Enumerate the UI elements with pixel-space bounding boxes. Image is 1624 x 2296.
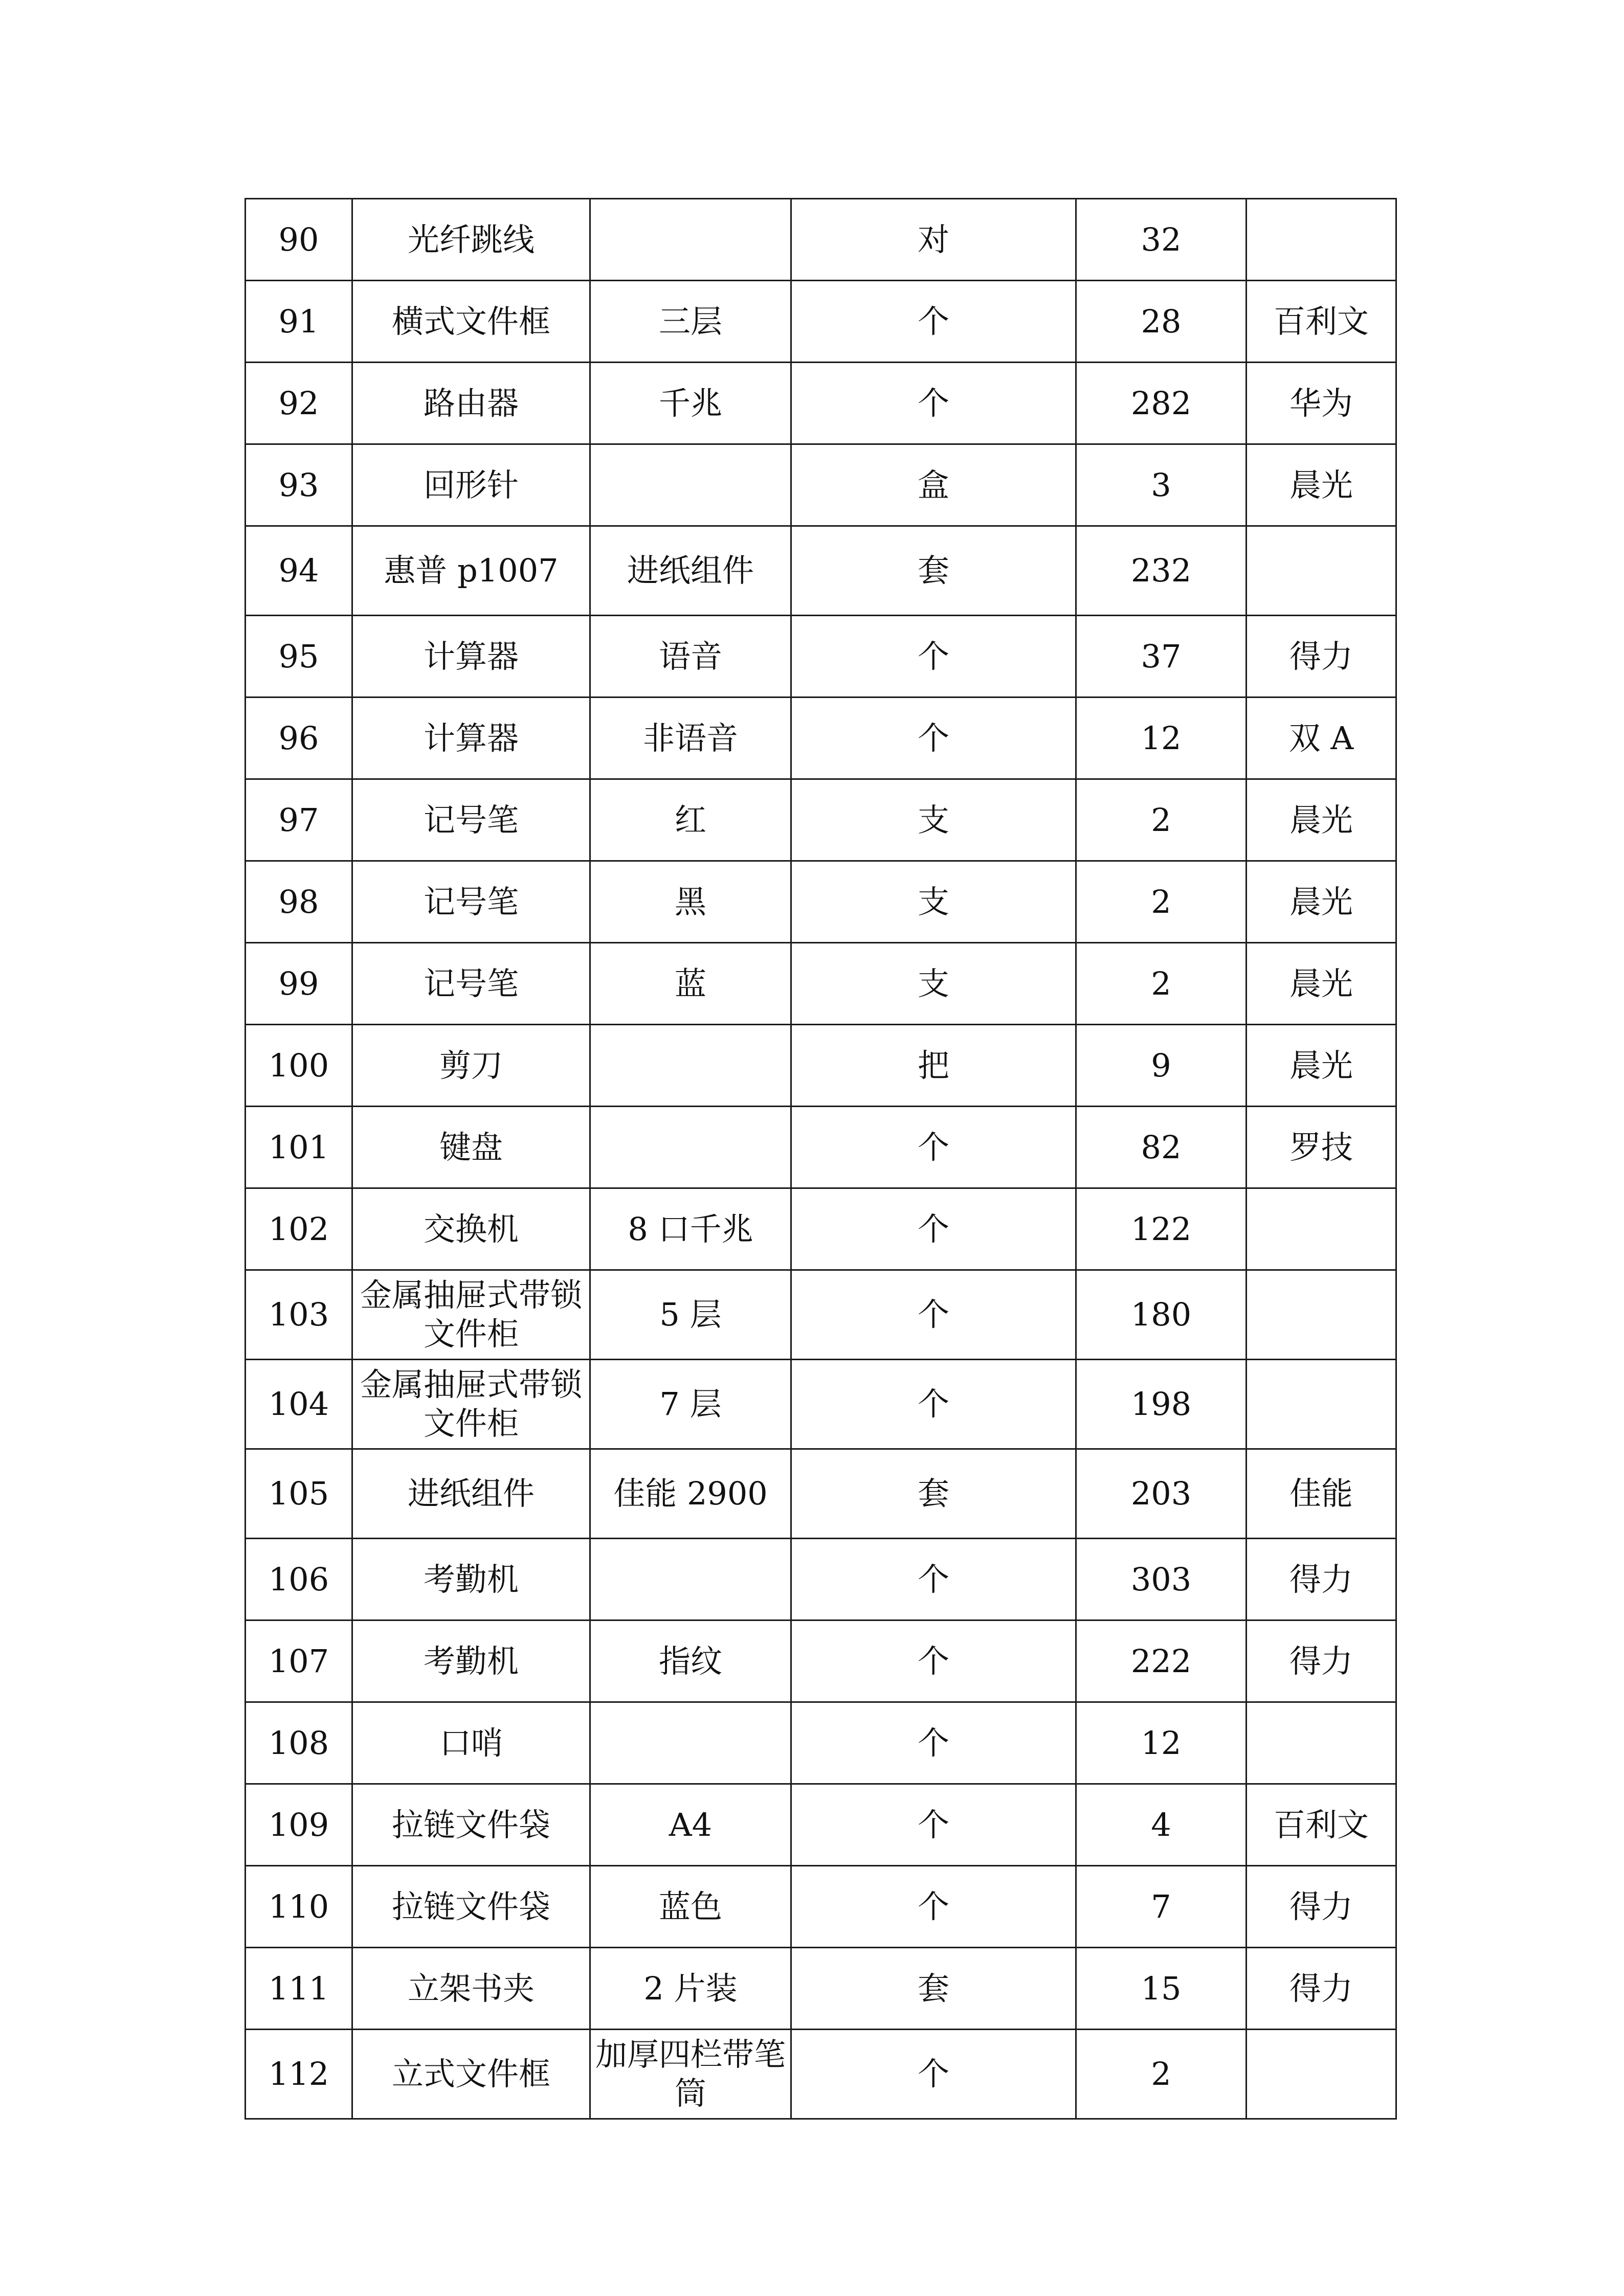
item-number-cell: 102: [246, 1188, 352, 1270]
item-quantity-cell: 2: [1076, 779, 1247, 861]
item-name-cell: 键盘: [352, 1107, 590, 1188]
item-spec-cell: 5 层: [590, 1270, 791, 1360]
item-unit-cell: 盒: [791, 444, 1076, 526]
item-brand-cell: [1247, 1188, 1396, 1270]
item-unit-cell: 个: [791, 1360, 1076, 1449]
item-name-cell: 拉链文件袋: [352, 1866, 590, 1948]
item-brand-cell: [1247, 1702, 1396, 1784]
item-brand-cell: 得力: [1247, 1948, 1396, 2030]
item-quantity-cell: 3: [1076, 444, 1247, 526]
table-row: [246, 1270, 1396, 1360]
item-quantity-cell: 303: [1076, 1539, 1247, 1620]
item-spec-cell: 黑: [590, 861, 791, 943]
item-spec-cell: 千兆: [590, 363, 791, 444]
item-name-cell: 交换机: [352, 1188, 590, 1270]
item-spec-cell: [590, 1107, 791, 1188]
item-brand-cell: 百利文: [1247, 1784, 1396, 1866]
item-number-cell: 106: [246, 1539, 352, 1620]
item-quantity-cell: 37: [1076, 616, 1247, 697]
item-number-cell: 97: [246, 779, 352, 861]
item-unit-cell: 个: [791, 2030, 1076, 2119]
item-unit-cell: 个: [791, 1620, 1076, 1702]
item-number-cell: 90: [246, 199, 352, 281]
item-quantity-cell: 282: [1076, 363, 1247, 444]
table-row: [246, 1360, 1396, 1449]
item-spec-cell: 指纹: [590, 1620, 791, 1702]
item-number-cell: 92: [246, 363, 352, 444]
table-row: [246, 1620, 1396, 1702]
item-number-cell: 104: [246, 1360, 352, 1449]
table-row: [246, 1948, 1396, 2030]
item-name-cell: 金属抽屉式带锁文件柜: [352, 1270, 590, 1360]
item-quantity-cell: 28: [1076, 281, 1247, 363]
item-spec-cell: A4: [590, 1784, 791, 1866]
item-quantity-cell: 180: [1076, 1270, 1247, 1360]
item-brand-cell: 晨光: [1247, 1025, 1396, 1107]
item-brand-cell: 晨光: [1247, 861, 1396, 943]
table-row: [246, 1539, 1396, 1620]
item-unit-cell: 个: [791, 1866, 1076, 1948]
item-quantity-cell: 203: [1076, 1449, 1247, 1539]
item-unit-cell: 个: [791, 1784, 1076, 1866]
table-row: [246, 363, 1396, 444]
item-name-cell: 光纤跳线: [352, 199, 590, 281]
item-brand-cell: 佳能: [1247, 1449, 1396, 1539]
item-spec-cell: 语音: [590, 616, 791, 697]
item-spec-cell: [590, 1702, 791, 1784]
item-unit-cell: 个: [791, 697, 1076, 779]
item-brand-cell: 罗技: [1247, 1107, 1396, 1188]
item-number-cell: 95: [246, 616, 352, 697]
item-spec-cell: 加厚四栏带笔筒: [590, 2030, 791, 2119]
item-unit-cell: 把: [791, 1025, 1076, 1107]
item-unit-cell: 支: [791, 779, 1076, 861]
item-brand-cell: 晨光: [1247, 444, 1396, 526]
item-number-cell: 101: [246, 1107, 352, 1188]
item-quantity-cell: 2: [1076, 861, 1247, 943]
table-row: [246, 281, 1396, 363]
item-number-cell: 91: [246, 281, 352, 363]
item-name-cell: 考勤机: [352, 1620, 590, 1702]
item-name-cell: 立式文件框: [352, 2030, 590, 2119]
item-quantity-cell: 2: [1076, 2030, 1247, 2119]
item-unit-cell: 支: [791, 943, 1076, 1025]
item-spec-cell: 2 片装: [590, 1948, 791, 2030]
item-number-cell: 107: [246, 1620, 352, 1702]
item-unit-cell: 个: [791, 1188, 1076, 1270]
item-brand-cell: [1247, 1360, 1396, 1449]
item-unit-cell: 套: [791, 1948, 1076, 2030]
item-quantity-cell: 15: [1076, 1948, 1247, 2030]
item-brand-cell: 华为: [1247, 363, 1396, 444]
item-quantity-cell: 2: [1076, 943, 1247, 1025]
item-name-cell: 口哨: [352, 1702, 590, 1784]
item-number-cell: 103: [246, 1270, 352, 1360]
item-quantity-cell: 12: [1076, 697, 1247, 779]
item-unit-cell: 套: [791, 1449, 1076, 1539]
item-unit-cell: 对: [791, 199, 1076, 281]
item-unit-cell: 个: [791, 1539, 1076, 1620]
item-spec-cell: [590, 1539, 791, 1620]
item-brand-cell: [1247, 199, 1396, 281]
item-number-cell: 109: [246, 1784, 352, 1866]
item-spec-cell: 佳能 2900: [590, 1449, 791, 1539]
item-number-cell: 112: [246, 2030, 352, 2119]
table-row: [246, 1866, 1396, 1948]
table-row: [246, 1449, 1396, 1539]
item-brand-cell: 晨光: [1247, 779, 1396, 861]
table-row: [246, 1188, 1396, 1270]
table-row: [246, 861, 1396, 943]
item-name-cell: 记号笔: [352, 943, 590, 1025]
item-spec-cell: [590, 1025, 791, 1107]
item-spec-cell: 7 层: [590, 1360, 791, 1449]
item-name-cell: 回形针: [352, 444, 590, 526]
item-brand-cell: 百利文: [1247, 281, 1396, 363]
item-number-cell: 94: [246, 526, 352, 616]
inventory-table: [244, 198, 1397, 2120]
item-name-cell: 横式文件框: [352, 281, 590, 363]
item-number-cell: 105: [246, 1449, 352, 1539]
item-brand-cell: 得力: [1247, 1620, 1396, 1702]
item-quantity-cell: 32: [1076, 199, 1247, 281]
item-number-cell: 110: [246, 1866, 352, 1948]
table-row: [246, 779, 1396, 861]
item-unit-cell: 支: [791, 861, 1076, 943]
table-row: [246, 616, 1396, 697]
item-brand-cell: [1247, 1270, 1396, 1360]
table-row: [246, 1702, 1396, 1784]
item-spec-cell: 三层: [590, 281, 791, 363]
item-number-cell: 93: [246, 444, 352, 526]
item-name-cell: 路由器: [352, 363, 590, 444]
item-number-cell: 98: [246, 861, 352, 943]
item-spec-cell: 进纸组件: [590, 526, 791, 616]
item-spec-cell: 蓝: [590, 943, 791, 1025]
table-row: [246, 1784, 1396, 1866]
item-brand-cell: [1247, 526, 1396, 616]
item-number-cell: 99: [246, 943, 352, 1025]
item-quantity-cell: 9: [1076, 1025, 1247, 1107]
item-name-cell: 计算器: [352, 697, 590, 779]
item-spec-cell: 非语音: [590, 697, 791, 779]
table-row: [246, 1025, 1396, 1107]
table-row: [246, 1107, 1396, 1188]
table-row: [246, 199, 1396, 281]
item-name-cell: 拉链文件袋: [352, 1784, 590, 1866]
item-number-cell: 96: [246, 697, 352, 779]
table-row: [246, 526, 1396, 616]
item-spec-cell: 蓝色: [590, 1866, 791, 1948]
item-name-cell: 剪刀: [352, 1025, 590, 1107]
item-brand-cell: 得力: [1247, 616, 1396, 697]
item-name-cell: 考勤机: [352, 1539, 590, 1620]
item-quantity-cell: 232: [1076, 526, 1247, 616]
item-unit-cell: 个: [791, 616, 1076, 697]
item-name-cell: 金属抽屉式带锁文件柜: [352, 1360, 590, 1449]
item-name-cell: 计算器: [352, 616, 590, 697]
item-quantity-cell: 82: [1076, 1107, 1247, 1188]
item-name-cell: 记号笔: [352, 861, 590, 943]
item-spec-cell: 8 口千兆: [590, 1188, 791, 1270]
item-number-cell: 111: [246, 1948, 352, 2030]
table-row: [246, 697, 1396, 779]
item-unit-cell: 个: [791, 1270, 1076, 1360]
item-quantity-cell: 122: [1076, 1188, 1247, 1270]
item-brand-cell: 得力: [1247, 1866, 1396, 1948]
item-unit-cell: 个: [791, 1702, 1076, 1784]
item-unit-cell: 套: [791, 526, 1076, 616]
item-quantity-cell: 12: [1076, 1702, 1247, 1784]
item-spec-cell: [590, 199, 791, 281]
item-quantity-cell: 222: [1076, 1620, 1247, 1702]
table-body: [246, 199, 1396, 2119]
item-quantity-cell: 7: [1076, 1866, 1247, 1948]
item-brand-cell: 得力: [1247, 1539, 1396, 1620]
item-number-cell: 100: [246, 1025, 352, 1107]
item-unit-cell: 个: [791, 281, 1076, 363]
item-quantity-cell: 198: [1076, 1360, 1247, 1449]
table-row: [246, 2030, 1396, 2119]
item-name-cell: 进纸组件: [352, 1449, 590, 1539]
item-brand-cell: 晨光: [1247, 943, 1396, 1025]
item-quantity-cell: 4: [1076, 1784, 1247, 1866]
table-row: [246, 943, 1396, 1025]
item-spec-cell: 红: [590, 779, 791, 861]
item-number-cell: 108: [246, 1702, 352, 1784]
item-name-cell: 惠普 p1007: [352, 526, 590, 616]
item-brand-cell: 双 A: [1247, 697, 1396, 779]
item-brand-cell: [1247, 2030, 1396, 2119]
item-unit-cell: 个: [791, 363, 1076, 444]
item-unit-cell: 个: [791, 1107, 1076, 1188]
table-row: [246, 444, 1396, 526]
item-spec-cell: [590, 444, 791, 526]
item-name-cell: 立架书夹: [352, 1948, 590, 2030]
item-name-cell: 记号笔: [352, 779, 590, 861]
